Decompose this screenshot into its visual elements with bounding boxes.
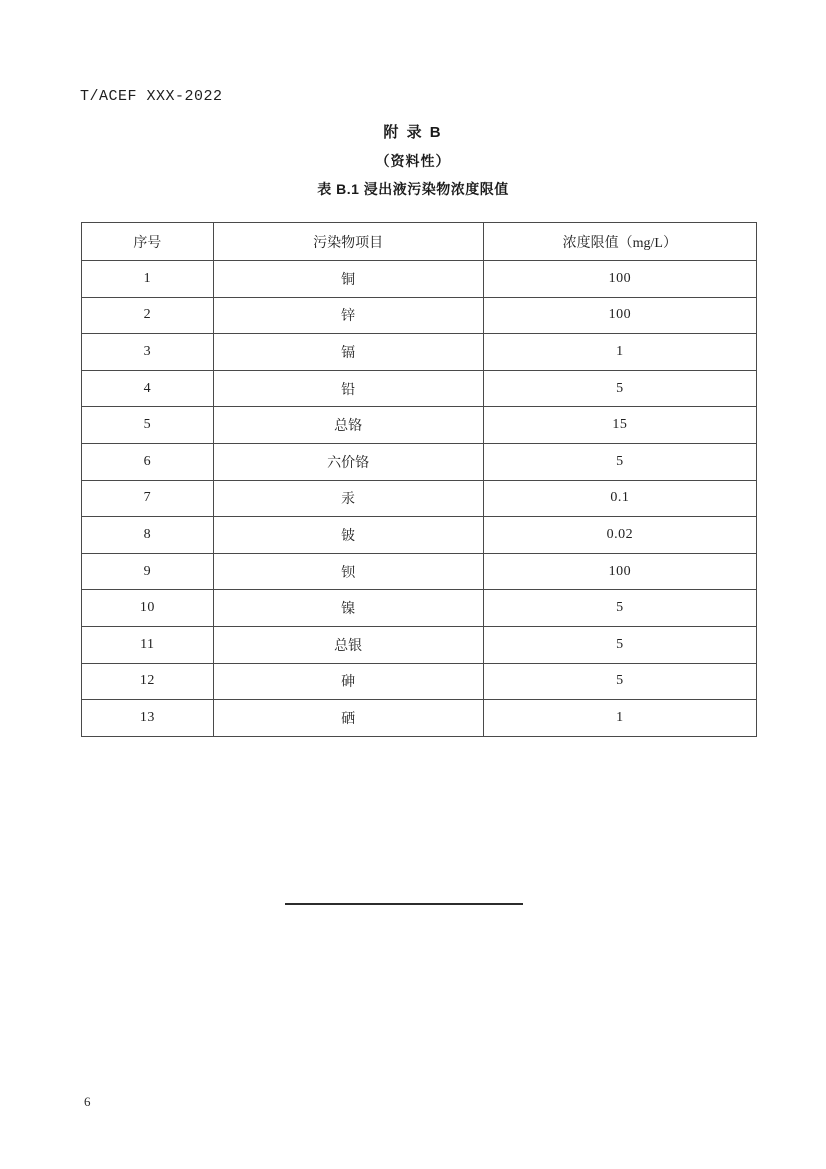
table-row xyxy=(82,370,757,407)
table-row xyxy=(82,261,757,298)
table-row xyxy=(82,334,757,371)
cell-limit: 5 xyxy=(483,370,756,407)
table-row xyxy=(82,517,757,554)
cell-index: 6 xyxy=(82,443,214,480)
table-header-row xyxy=(82,223,757,261)
cell-index: 9 xyxy=(82,553,214,590)
col-header-pollutant: 污染物项目 xyxy=(213,223,483,261)
table-row xyxy=(82,443,757,480)
cell-index: 7 xyxy=(82,480,214,517)
cell-limit: 1 xyxy=(483,334,756,371)
cell-limit: 100 xyxy=(483,297,756,334)
standard-doc-code: T/ACEF XXX-2022 xyxy=(80,88,223,105)
table-row xyxy=(82,297,757,334)
cell-limit: 0.02 xyxy=(483,517,756,554)
cell-limit: 5 xyxy=(483,626,756,663)
cell-index: 12 xyxy=(82,663,214,700)
cell-index: 1 xyxy=(82,261,214,298)
col-header-index: 序号 xyxy=(82,223,214,261)
table-row xyxy=(82,553,757,590)
cell-limit: 100 xyxy=(483,261,756,298)
cell-pollutant: 硒 xyxy=(213,700,483,737)
cell-pollutant: 六价铬 xyxy=(213,443,483,480)
cell-pollutant: 铜 xyxy=(213,261,483,298)
cell-limit: 15 xyxy=(483,407,756,444)
cell-limit: 5 xyxy=(483,590,756,627)
page-number: 6 xyxy=(84,1094,91,1109)
appendix-title: 附 录 B xyxy=(383,124,443,141)
cell-limit: 5 xyxy=(483,663,756,700)
table-row xyxy=(82,480,757,517)
cell-pollutant: 总银 xyxy=(213,626,483,663)
cell-index: 4 xyxy=(82,370,214,407)
pollutant-limits-table xyxy=(81,222,757,737)
table-row xyxy=(82,663,757,700)
cell-pollutant: 总铬 xyxy=(213,407,483,444)
cell-pollutant: 铅 xyxy=(213,370,483,407)
cell-pollutant: 钡 xyxy=(213,553,483,590)
table-row xyxy=(82,700,757,737)
cell-index: 3 xyxy=(82,334,214,371)
cell-limit: 100 xyxy=(483,553,756,590)
cell-pollutant: 砷 xyxy=(213,663,483,700)
table-caption: 表 B.1 浸出液污染物浓度限值 xyxy=(317,181,509,197)
cell-limit: 5 xyxy=(483,443,756,480)
cell-pollutant: 铍 xyxy=(213,517,483,554)
table-row xyxy=(82,407,757,444)
cell-index: 2 xyxy=(82,297,214,334)
cell-limit: 0.1 xyxy=(483,480,756,517)
cell-index: 5 xyxy=(82,407,214,444)
cell-pollutant: 镉 xyxy=(213,334,483,371)
end-of-document-line xyxy=(285,903,523,905)
appendix-subtitle: （资料性） xyxy=(375,153,451,169)
cell-pollutant: 镍 xyxy=(213,590,483,627)
cell-index: 8 xyxy=(82,517,214,554)
table-body xyxy=(82,261,757,737)
cell-limit: 1 xyxy=(483,700,756,737)
col-header-limit: 浓度限值（mg/L） xyxy=(483,223,756,261)
cell-pollutant: 锌 xyxy=(213,297,483,334)
cell-index: 11 xyxy=(82,626,214,663)
cell-index: 13 xyxy=(82,700,214,737)
cell-index: 10 xyxy=(82,590,214,627)
table-row xyxy=(82,626,757,663)
cell-pollutant: 汞 xyxy=(213,480,483,517)
table-row xyxy=(82,590,757,627)
